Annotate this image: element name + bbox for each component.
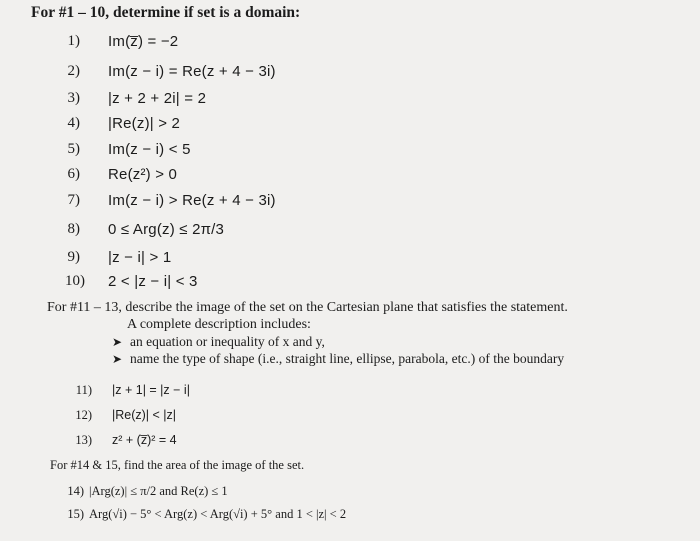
problem-expression: Im(z − i) = Re(z + 4 − 3i) xyxy=(108,63,276,80)
problem-number: 12) xyxy=(75,408,92,422)
problem-expression: 2 < |z − i| < 3 xyxy=(108,273,198,290)
problem-expression: |z + 1| = |z − i| xyxy=(112,383,190,397)
problem-expression: Arg(√i) − 5° < Arg(z) < Arg(√i) + 5° and 1 < |z| < 2 xyxy=(89,507,347,521)
problem-number: 11) xyxy=(75,383,92,397)
problem-expression: |z + 2 + 2i| = 2 xyxy=(108,90,207,107)
problem-number: 8) xyxy=(67,221,80,237)
problem-expression: Im(z − i) > Re(z + 4 − 3i) xyxy=(108,192,276,209)
problem-expression: z² + (z̅)² = 4 xyxy=(112,433,177,447)
problem-expression: Im(z̅) = −2 xyxy=(108,33,179,50)
bullet-item: ➤ name the type of shape (i.e., straight line, ellipse, parabola, etc.) of the boundary xyxy=(112,351,565,366)
section-note: A complete description includes: xyxy=(127,317,311,332)
problem-expression: Im(z − i) < 5 xyxy=(108,141,191,158)
problem-number: 5) xyxy=(67,141,80,157)
problem-expression: |Re(z)| > 2 xyxy=(108,115,181,132)
problem-expression: Re(z²) > 0 xyxy=(108,166,178,183)
problem-number: 14) xyxy=(67,484,84,498)
problem-expression: |Arg(z)| ≤ π/2 and Re(z) ≤ 1 xyxy=(89,484,228,498)
problem-number: 9) xyxy=(67,249,80,265)
problem-expression: |Re(z)| < |z| xyxy=(112,408,177,422)
problem-number: 13) xyxy=(75,433,92,447)
problem-number: 10) xyxy=(65,273,85,289)
problem-number: 3) xyxy=(67,90,80,106)
problem-number: 1) xyxy=(67,33,80,49)
section-intro: For #11 – 13, describe the image of the set on the Cartesian plane that satisfies the statement. xyxy=(47,300,568,315)
section-heading: For #1 – 10, determine if set is a domain: xyxy=(31,4,301,21)
arrow-bullet-icon: ➤ xyxy=(112,352,123,366)
problem-number: 7) xyxy=(67,192,80,208)
problem-number: 2) xyxy=(67,63,80,79)
problem-expression: 0 ≤ Arg(z) ≤ 2π/3 xyxy=(108,221,225,238)
section-intro: For #14 & 15, find the area of the image of the set. xyxy=(50,458,305,472)
arrow-bullet-icon: ➤ xyxy=(112,335,123,349)
problem-number: 6) xyxy=(67,166,80,182)
problem-expression: |z − i| > 1 xyxy=(108,249,172,266)
bullet-item: ➤ an equation or inequality of x and y, xyxy=(112,334,325,349)
problem-number: 15) xyxy=(67,507,84,521)
problem-number: 4) xyxy=(67,115,80,131)
